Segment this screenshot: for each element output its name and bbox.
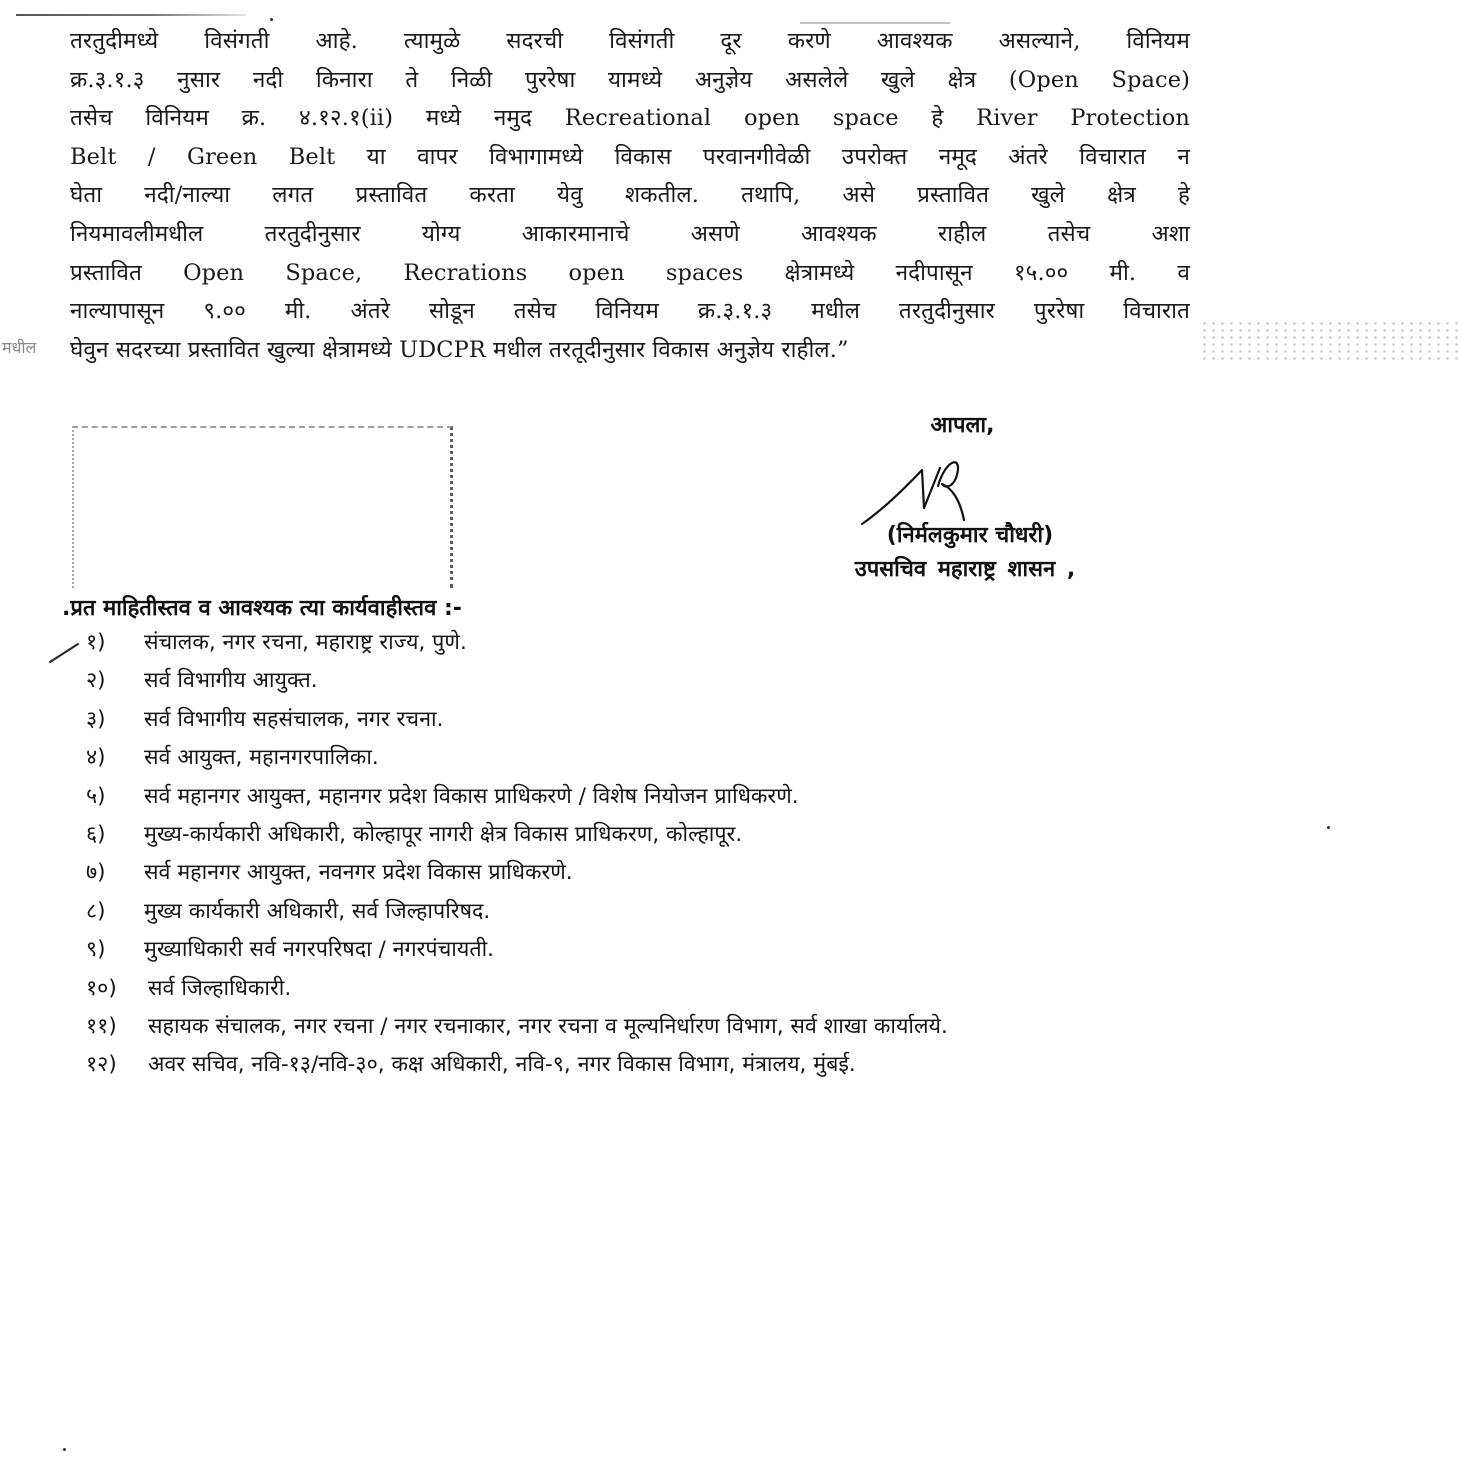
paragraph-line: घेवुन सदरच्या प्रस्तावित खुल्या क्षेत्रामध्ये UDCPR मधील तरतूदीनुसार विकास अनुज्ञेय राहील.” [70,336,849,363]
closing-salutation: आपला, [930,413,995,438]
list-text: सर्व महानगर आयुक्त, महानगर प्रदेश विकास प्राधिकरणे / विशेष नियोजन प्राधिकरणे. [144,783,799,809]
list-item [80,739,1220,777]
signer-name: (निर्मलकुमार चौधरी) [886,523,1054,548]
list-number: ११) [86,1014,117,1040]
list-number: १२) [86,1052,117,1078]
handwritten-signature [860,448,1000,528]
margin-note: मधील [2,338,37,357]
list-text: अवर सचिव, नवि-१३/नवि-३०, कक्ष अधिकारी, नवि-९, नगर विकास विभाग, मंत्रालय, मुंबई. [148,1052,856,1078]
list-text: मुख्याधिकारी सर्व नगरपरिषदा / नगरपंचायती. [144,937,494,963]
list-number: ९) [86,937,106,963]
list-number: ८) [86,898,106,924]
list-item [80,970,1220,1008]
scan-artifact-rule [16,14,246,16]
list-item [80,624,1220,662]
list-item [80,931,1220,969]
list-number: ३) [86,706,106,732]
list-number: ५) [86,783,106,809]
scan-noise [1200,320,1460,360]
list-item [80,778,1220,816]
copy-to-list [80,624,1220,1085]
body-paragraph [70,22,1190,369]
list-text: सहायक संचालक, नगर रचना / नगर रचनाकार, नगर रचना व मूल्यनिर्धारण विभाग, सर्व शाखा कार्यालये. [148,1014,948,1040]
paragraph-line: प्रस्तावित Open Space, Recrations open spaces क्षेत्रामध्ये नदीपासून १५.०० मी. व [70,259,1190,286]
paragraph-line: तरतुदीमध्ये विसंगती आहे. त्यामुळे सदरची विसंगती दूर करणे आवश्यक असल्याने, विनियम [70,28,1190,54]
list-text: संचालक, नगर रचना, महाराष्ट्र राज्य, पुणे. [144,630,467,655]
paragraph-line: नियमावलीमधील तरतुदीनुसार योग्य आकारमानाचे असणे आवश्यक राहील तसेच अशा [70,220,1190,247]
scan-speck [270,18,273,21]
list-text: सर्व विभागीय सहसंचालक, नगर रचना. [144,706,444,732]
copy-to-heading: .प्रत माहितीस्तव व आवश्यक त्या कार्यवाहीस्तव :- [62,596,462,621]
paragraph-line: घेता नदी/नाल्या लगत प्रस्तावित करता येवु शकतील. तथापि, असे प्रस्तावित खुले क्षेत्र हे [70,182,1190,209]
list-text: मुख्य कार्यकारी अधिकारी, सर्व जिल्हापरिषद. [144,898,491,924]
list-number: १) [86,630,106,655]
paragraph-line: तसेच विनियम क्र. ४.१२.१(ii) मध्ये नमुद Recreational open space हे River Protection [70,105,1190,132]
list-text: मुख्य-कार्यकारी अधिकारी, कोल्हापूर नागरी क्षेत्र विकास प्राधिकरण, कोल्हापूर. [144,822,743,848]
list-number: ७) [86,860,106,886]
list-text: सर्व महानगर आयुक्त, नवनगर प्रदेश विकास प्राधिकरणे. [144,860,573,886]
list-text: सर्व जिल्हाधिकारी. [148,975,292,1001]
faded-stamp-box [72,426,453,588]
scan-speck [63,1448,66,1451]
list-number: २) [86,668,106,694]
list-item [80,701,1220,739]
list-item [80,854,1220,892]
list-number: १०) [86,975,117,1001]
list-item [80,1046,1220,1084]
list-number: ४) [86,745,106,771]
scan-speck [1327,826,1330,829]
signer-designation: उपसचिव महाराष्ट्र शासन , [854,557,1076,582]
list-item [80,816,1220,854]
list-item [80,1008,1220,1046]
list-text: सर्व विभागीय आयुक्त. [144,668,318,694]
paragraph-line: क्र.३.१.३ नुसार नदी किनारा ते निळी पुररेषा यामध्ये अनुज्ञेय असलेले खुले क्षेत्र (Open Space) [70,66,1190,93]
list-number: ६) [86,822,106,848]
list-text: सर्व आयुक्त, महानगरपालिका. [144,745,379,771]
paragraph-line: नाल्यापासून ९.०० मी. अंतरे सोडून तसेच विनियम क्र.३.१.३ मधील तरतुदीनुसार पुररेषा विचारात [70,298,1190,325]
list-item [80,893,1220,931]
paragraph-line: Belt / Green Belt या वापर विभागामध्ये विकास परवानगीवेळी उपरोक्त नमूद अंतरे विचारात न [70,143,1190,170]
list-item [80,662,1220,700]
